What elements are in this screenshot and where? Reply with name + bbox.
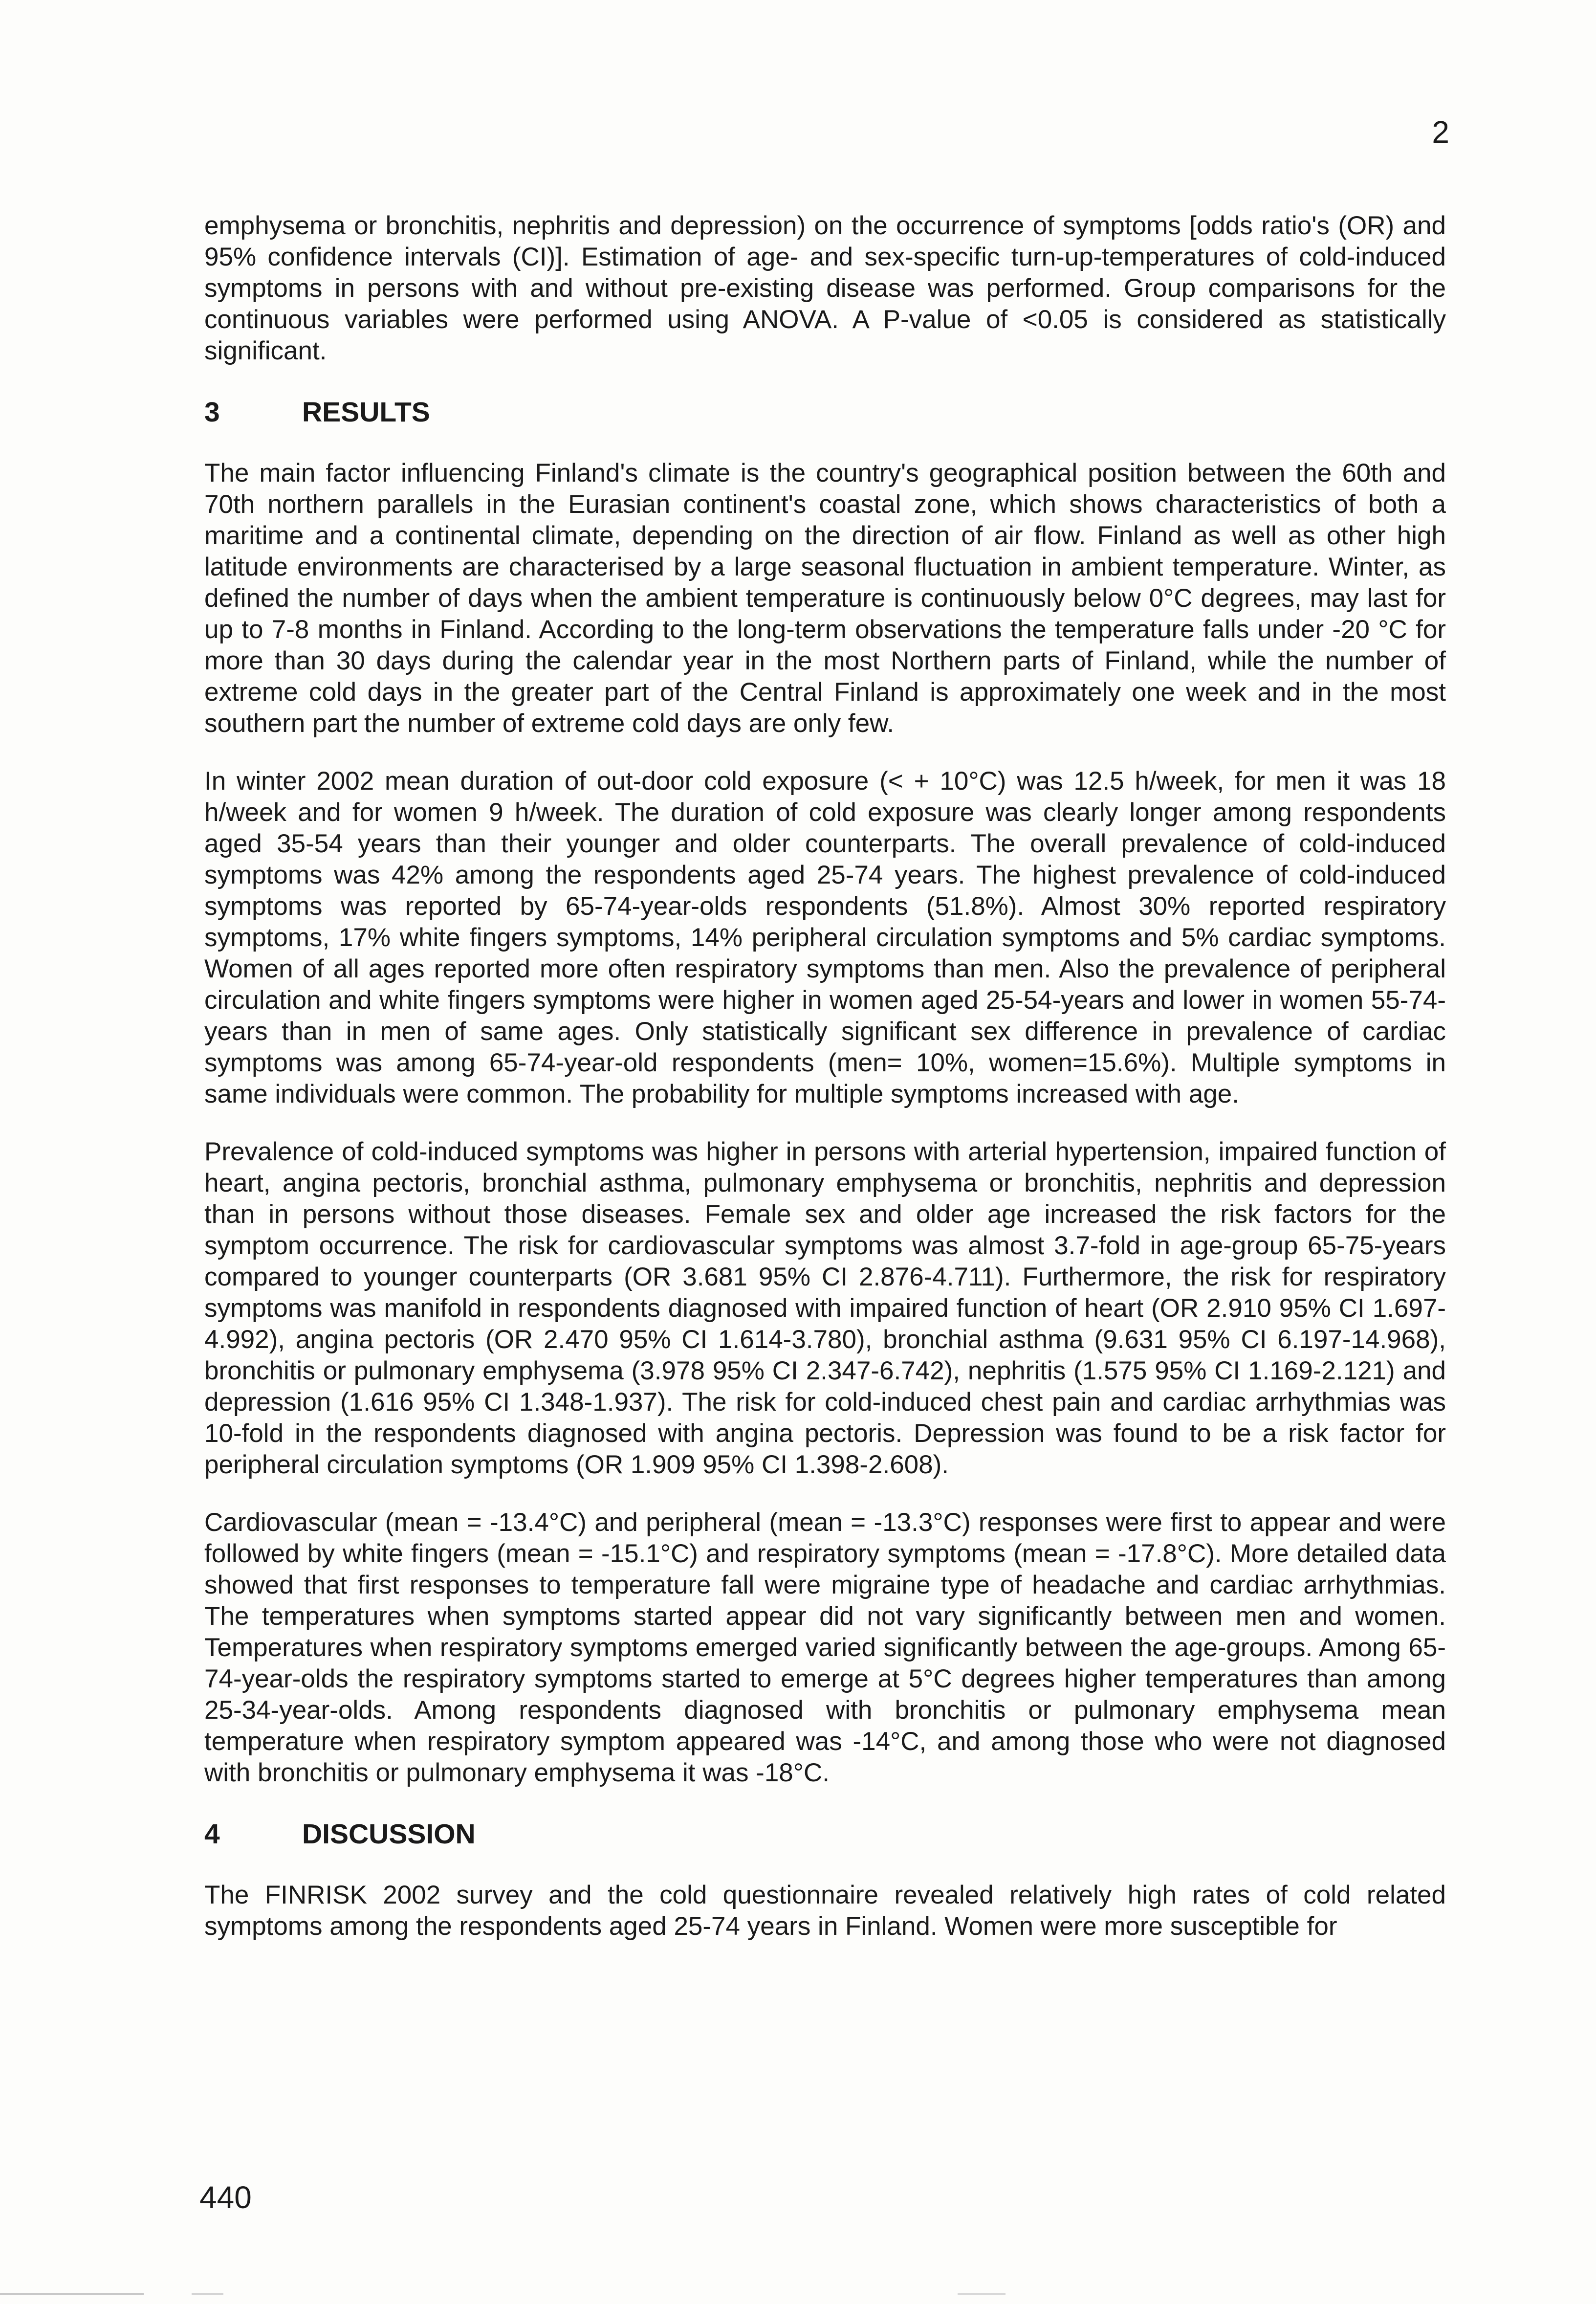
paragraph-methods-continuation: emphysema or bronchitis, nephritis and depression) on the occurrence of symptoms [odds ratio's (OR) and 95% confidence intervals (CI)]. Estimation of age- and sex-specific turn-up-temperatures of cold-induced symptoms in persons with and without pre-existing disease was performed. Group comparisons for the continuous variables were performed using ANOVA. A P-value of <0.05 is considered as statistically significant. (204, 211, 1446, 365)
page-number-bottom: 440 (199, 2180, 252, 2215)
section-heading-discussion (204, 1817, 1446, 1851)
paragraph-results-climate: The main factor influencing Finland's climate is the country's geographical position between the 60th and 70th northern parallels in the Eurasian continent's coastal zone, which shows characteristics of both a maritime and a continental climate, depending on the direction of air flow. Finland as well as other high latitude environments are characterised by a large seasonal fluctuation in ambient temperature. Winter, as defined the number of days when the ambient temperature is continuously below 0°C degrees, may last for up to 7-8 months in Finland. According to the long-term observations the temperature falls under -20 °C for more than 30 days during the calendar year in the most Northern parts of Finland, while the number of extreme cold days in the greater part of the Central Finland is approximately one week and in the most southern part the number of extreme cold days are only few. (204, 459, 1446, 738)
page-content (204, 210, 1446, 1942)
paragraph-results-temperatures: Cardiovascular (mean = -13.4°C) and peripheral (mean = -13.3°C) responses were first to appear and were followed by white fingers (mean = -15.1°C) and respiratory symptoms (mean = -17.8°C). More detailed data showed that first responses to temperature fall were migraine type of headache and cardiac arrhythmias. The temperatures when symptoms started appear did not vary significantly between men and women. Temperatures when respiratory symptoms emerged varied significantly between the age-groups. Among 65-74-year-olds the respiratory symptoms started to emerge at 5°C degrees higher temperatures than among 25-34-year-olds. Among respondents diagnosed with bronchitis or pulmonary emphysema mean temperature when respiratory symptom appeared was -14°C, and among those who were not diagnosed with bronchitis or pulmonary emphysema it was -18°C. (204, 1508, 1446, 1787)
section-number: 3 (204, 397, 220, 428)
paragraph-results-risk-factors: Prevalence of cold-induced symptoms was higher in persons with arterial hypertension, impaired function of heart, angina pectoris, bronchial asthma, pulmonary emphysema or bronchitis, nephritis and depression than in persons without those diseases. Female sex and older age increased the risk factors for the symptom occurrence. The risk for cardiovascular symptoms was almost 3.7-fold in age-group 65-75-years compared to younger counterparts (OR 3.681 95% CI 2.876-4.711). Furthermore, the risk for respiratory symptoms was manifold in respondents diagnosed with impaired function of heart (OR 2.910 95% CI 1.697-4.992), angina pectoris (OR 2.470 95% CI 1.614-3.780), bronchial asthma (9.631 95% CI 6.197-14.968), bronchitis or pulmonary emphysema (3.978 95% CI 2.347-6.742), nephritis (1.575 95% CI 1.169-2.121) and depression (1.616 95% CI 1.348-1.937). The risk for cold-induced chest pain and cardiac arrhythmias was 10-fold in the respondents diagnosed with angina pectoris. Depression was found to be a risk factor for peripheral circulation symptoms (OR 1.909 95% CI 1.398-2.608). (204, 1137, 1446, 1479)
section-heading-results (204, 395, 1446, 429)
page-number-top: 2 (1432, 114, 1449, 150)
section-title: RESULTS (302, 397, 430, 428)
paragraph-discussion-intro: The FINRISK 2002 survey and the cold questionnaire revealed relatively high rates of cold related symptoms among the respondents aged 25-74 years in Finland. Women were more susceptible for (204, 1881, 1446, 1941)
scan-edge-rule (0, 2293, 1596, 2295)
section-number: 4 (204, 1818, 220, 1850)
section-title: DISCUSSION (302, 1818, 476, 1850)
paragraph-results-prevalence: In winter 2002 mean duration of out-door cold exposure (< + 10°C) was 12.5 h/week, for men it was 18 h/week and for women 9 h/week. The duration of cold exposure was clearly longer among respondents aged 35-54 years than their younger and older counterparts. The overall prevalence of cold-induced symptoms was 42% among the respondents aged 25-74 years. The highest prevalence of cold-induced symptoms was reported by 65-74-year-olds respondents (51.8%). Almost 30% reported respiratory symptoms, 17% white fingers symptoms, 14% peripheral circulation symptoms and 5% cardiac symptoms. Women of all ages reported more often respiratory symptoms than men. Also the prevalence of peripheral circulation and white fingers symptoms were higher in women aged 25-54-years and lower in women 55-74-years than in men of same ages. Only statistically significant sex difference in prevalence of cardiac symptoms was among 65-74-year-old respondents (men= 10%, women=15.6%). Multiple symptoms in same individuals were common. The probability for multiple symptoms increased with age. (204, 767, 1446, 1108)
